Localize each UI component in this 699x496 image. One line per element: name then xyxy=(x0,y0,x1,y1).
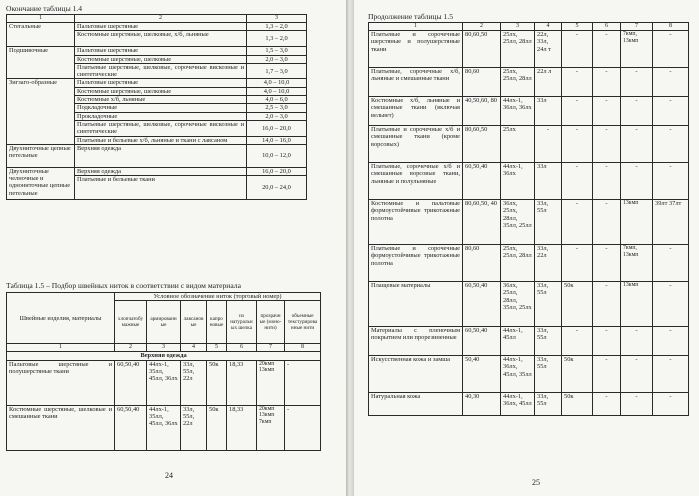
capron-cell: 50к xyxy=(207,405,227,450)
reinforced-cell: 44лх-1, 45лл xyxy=(501,327,535,356)
monofilament-cell: 7кмп, 13кмп xyxy=(621,245,653,282)
table-1-4-caption: Окончание таблицы 1.4 xyxy=(6,4,83,13)
colnum: 3 xyxy=(501,23,535,31)
reinforced-cell: 44лх-1, 36лх, 45лл xyxy=(501,393,535,416)
material-cell: Натуральная кожа xyxy=(369,393,463,416)
value-cell: 1,3 – 2,0 xyxy=(247,31,307,47)
reinforced-cell: 44лх-1, 35лл, 45лл, 36лх xyxy=(147,360,181,405)
fabric-cell: Платьевые шерстяные, шелковые, сорочечные вискозные и синтетические xyxy=(75,63,247,79)
fabric-cell: Пальтовые шерстяные xyxy=(75,47,247,55)
colnum: 3 xyxy=(247,15,307,23)
table-row xyxy=(369,393,689,416)
textured-cell: - xyxy=(653,282,689,327)
silk-cell: - xyxy=(593,97,621,126)
value-cell: 14,0 – 16,0 xyxy=(247,136,307,144)
cotton-cell: 80,60 xyxy=(463,245,501,282)
lavsan-cell: 33л, 22л xyxy=(535,245,562,282)
table-row xyxy=(7,405,321,450)
stitch-type-cell: Подшивочные xyxy=(7,47,75,79)
page-number: 24 xyxy=(165,471,173,480)
value-cell: 20,0 – 24,0 xyxy=(247,176,307,200)
material-cell: Плащевые материалы xyxy=(369,282,463,327)
material-cell: Платьевые и сорочечные х/б и смешанные ткани (кроме ворсовых) xyxy=(369,126,463,163)
capron-cell: - xyxy=(562,97,593,126)
lavsan-cell: 33л xyxy=(535,97,562,126)
colnum: 1 xyxy=(369,23,463,31)
table-row xyxy=(7,23,307,31)
material-cell: Пальтовые шерстяные и полушерстяные ткани xyxy=(7,360,115,405)
value-cell: 4,0 – 10,0 xyxy=(247,87,307,95)
lavsan-header: лавсановые xyxy=(181,301,207,344)
table-row xyxy=(369,200,689,245)
lavsan-cell: 22л, 33л, 24л т xyxy=(535,31,562,68)
monofilament-cell: 13кмп xyxy=(621,282,653,327)
textured-cell: - xyxy=(653,163,689,200)
fabric-cell: Пальтовые шерстяные xyxy=(75,79,247,87)
fabric-cell: Костюмные шерстяные, шелковые xyxy=(75,55,247,63)
capron-cell: 50к xyxy=(562,282,593,327)
capron-cell: - xyxy=(562,200,593,245)
lavsan-cell: 33л, 55л xyxy=(535,327,562,356)
table-1-5-colnum-row xyxy=(7,344,321,352)
left-page xyxy=(0,0,346,496)
capron-cell: 50к xyxy=(562,393,593,416)
colnum: 4 xyxy=(535,23,562,31)
reinforced-cell: 25лх, 25лл, 28лл xyxy=(501,68,535,97)
cotton-cell: 60,50,40 xyxy=(463,327,501,356)
table-row xyxy=(369,327,689,356)
colnum: 5 xyxy=(562,23,593,31)
silk-cell: - xyxy=(593,200,621,245)
monofilament-header: прозрачные (моно-нити) xyxy=(257,301,285,344)
capron-header: капроновые xyxy=(207,301,227,344)
monofilament-cell: - xyxy=(621,393,653,416)
table-1-4-colnum-row xyxy=(7,15,307,23)
textured-cell: - xyxy=(653,97,689,126)
lavsan-cell: 33л, 55л xyxy=(535,200,562,245)
lavsan-cell: - xyxy=(535,126,562,163)
table-row xyxy=(7,79,307,87)
cotton-cell: 80,60,50 xyxy=(463,126,501,163)
cotton-cell: 60,50,40 xyxy=(463,282,501,327)
colnum: 1 xyxy=(7,15,75,23)
silk-cell: - xyxy=(593,163,621,200)
material-cell: Материалы с пленочным покрытием или прорезиненные xyxy=(369,327,463,356)
silk-cell: - xyxy=(593,282,621,327)
table-row xyxy=(7,360,321,405)
lavsan-cell: 33л, 55л, 22л xyxy=(181,360,207,405)
colnum: 5 xyxy=(207,344,227,352)
fabric-cell: Верхняя одежда xyxy=(75,167,247,175)
silk-cell: 18,33 xyxy=(227,360,257,405)
colnum: 4 xyxy=(181,344,207,352)
material-cell: Платьевые, сорочечные х/б, льняные и смешанные ткани xyxy=(369,68,463,97)
fabric-cell: Платьевые шерстяные, шелковые, сорочечные вискозные и синтетические xyxy=(75,120,247,136)
silk-cell: - xyxy=(593,31,621,68)
reinforced-cell: 44лх-1, 36лх, 45лл, 35лл xyxy=(501,356,535,393)
colnum: 7 xyxy=(257,344,285,352)
silk-header: из натуральных шелка xyxy=(227,301,257,344)
silk-cell: - xyxy=(593,327,621,356)
material-cell: Платьевые и сорочечные формоустойчивые трикотажные полотна xyxy=(369,245,463,282)
monofilament-cell: - xyxy=(621,126,653,163)
table-1-5-continuation-caption: Продолжение таблицы 1.5 xyxy=(368,12,453,21)
cotton-header: хлопчатобумажные xyxy=(115,301,147,344)
reinforced-cell: 25лх xyxy=(501,126,535,163)
monofilament-cell: - xyxy=(621,356,653,393)
monofilament-cell: 13кмп xyxy=(621,200,653,245)
value-cell: 2,0 – 3,0 xyxy=(247,112,307,120)
material-cell: Платьевые, сорочечные х/б и смешанные ворсовые ткани, льняные и полульняные xyxy=(369,163,463,200)
lavsan-cell: 33л xyxy=(535,163,562,200)
colnum: 2 xyxy=(75,15,247,23)
value-cell: 1,3 – 2,0 xyxy=(247,23,307,31)
colnum: 2 xyxy=(115,344,147,352)
monofilament-cell: 20кмп 13кмп xyxy=(257,360,285,405)
value-cell: 4,0 – 6,0 xyxy=(247,96,307,104)
monofilament-cell: - xyxy=(621,163,653,200)
material-cell: Искусственная кожа и замша xyxy=(369,356,463,393)
monofilament-cell: 7кмп, 13кмп xyxy=(621,31,653,68)
cotton-cell: 40,30 xyxy=(463,393,501,416)
book-gutter xyxy=(346,0,354,496)
silk-cell: - xyxy=(593,68,621,97)
stitch-type-cell: Двухниточные цепные петельные xyxy=(7,144,75,167)
value-cell: 16,0 – 20,0 xyxy=(247,120,307,136)
table-row xyxy=(7,167,307,175)
table-row xyxy=(7,144,307,167)
capron-cell: - xyxy=(562,327,593,356)
cotton-cell: 60,50,40 xyxy=(115,405,147,450)
fabric-cell: Костюмные шерстяные, шелковые, х/б, льняные xyxy=(75,31,247,47)
silk-cell: - xyxy=(593,126,621,163)
capron-cell: - xyxy=(562,68,593,97)
cotton-cell: 40,50,60, 80 xyxy=(463,97,501,126)
lavsan-cell: 33л, 55л, 22л xyxy=(181,405,207,450)
colnum: 1 xyxy=(7,344,115,352)
capron-cell: - xyxy=(562,163,593,200)
silk-cell: - xyxy=(593,245,621,282)
table-1-5-header-row xyxy=(7,293,321,301)
fabric-cell: Пальтовые шерстяные xyxy=(75,23,247,31)
value-cell: 1,5 – 3,0 xyxy=(247,47,307,55)
reinforced-cell: 44лх-1, 35лл, 45лл, 36лх xyxy=(147,405,181,450)
colnum: 2 xyxy=(463,23,501,31)
fabric-cell: Платьевые и бельевые х/б, льняные и ткани с лавсаном xyxy=(75,136,247,144)
colnum: 6 xyxy=(227,344,257,352)
value-cell: 16,0 – 20,0 xyxy=(247,167,307,175)
cotton-cell: 60,50,40 xyxy=(115,360,147,405)
silk-cell: - xyxy=(593,356,621,393)
lavsan-cell: 33л, 55л xyxy=(535,356,562,393)
table-row xyxy=(369,126,689,163)
table-1-5-caption: Таблица 1.5 – Подбор швейных ниток в соответствии с видом материала xyxy=(6,281,241,290)
cotton-cell: 80,60,50, 40 xyxy=(463,200,501,245)
table-row xyxy=(369,356,689,393)
stitch-type-cell: Зигзаго-образные xyxy=(7,79,75,144)
section-row xyxy=(7,352,321,360)
textured-cell: 39лт 37лт xyxy=(653,200,689,245)
fabric-cell: Подкладочные xyxy=(75,104,247,112)
table-1-5-colnum-row xyxy=(369,23,689,31)
table-row xyxy=(369,97,689,126)
table-row xyxy=(369,68,689,97)
silk-cell: 18,33 xyxy=(227,405,257,450)
colnum: 8 xyxy=(653,23,689,31)
items-header: Швейные изделия, материалы xyxy=(7,293,115,344)
page-number: 25 xyxy=(532,478,540,487)
capron-cell: - xyxy=(562,31,593,68)
table-1-5-part1 xyxy=(6,292,321,451)
colnum: 3 xyxy=(147,344,181,352)
reinforced-header: армированные xyxy=(147,301,181,344)
material-cell: Костюмные шерстяные, шелковые и смешанные ткани xyxy=(7,405,115,450)
monofilament-cell: - xyxy=(621,68,653,97)
stitch-type-cell: Стегальные xyxy=(7,23,75,47)
silk-cell: - xyxy=(593,393,621,416)
reinforced-cell: 44лх-1, 36лх xyxy=(501,163,535,200)
reinforced-cell: 44лх-1, 36лл, 36лх xyxy=(501,97,535,126)
textured-cell: - xyxy=(653,356,689,393)
table-row xyxy=(7,47,307,55)
material-cell: Костюмные и пальтовые формоустойчивые трикотажные полотна xyxy=(369,200,463,245)
thread-group-header: Условное обозначение ниток (торговый номер) xyxy=(115,293,321,301)
capron-cell: 50к xyxy=(207,360,227,405)
reinforced-cell: 36лх, 25лл, 28лл, 35лл, 25лх xyxy=(501,282,535,327)
textured-cell: - xyxy=(653,393,689,416)
fabric-cell: Верхняя одежда xyxy=(75,144,247,167)
value-cell: 10,0 – 12,0 xyxy=(247,144,307,167)
cotton-cell: 80,60,50 xyxy=(463,31,501,68)
capron-cell: - xyxy=(562,126,593,163)
lavsan-cell: 33л, 55л xyxy=(535,282,562,327)
table-row xyxy=(369,31,689,68)
value-cell: 2,0 – 3,0 xyxy=(247,55,307,63)
right-page xyxy=(354,0,699,496)
table-1-4 xyxy=(6,14,307,200)
reinforced-cell: 36лх, 25лх, 28лл, 35лл, 25лл xyxy=(501,200,535,245)
textured-cell: - xyxy=(285,405,321,450)
fabric-cell: Платьевые и бельевые ткани xyxy=(75,176,247,200)
section-title: Верхняя одежда xyxy=(7,352,321,360)
value-cell: 4,0 – 10,0 xyxy=(247,79,307,87)
capron-cell: - xyxy=(562,245,593,282)
textured-header: объемные текстурированные нити xyxy=(285,301,321,344)
cotton-cell: 80,60 xyxy=(463,68,501,97)
monofilament-cell: 20кмп 13кмп 7кмп xyxy=(257,405,285,450)
monofilament-cell: - xyxy=(621,97,653,126)
fabric-cell: Костюмные шерстяные, шелковые xyxy=(75,87,247,95)
capron-cell: 50к xyxy=(562,356,593,393)
colnum: 8 xyxy=(285,344,321,352)
fabric-cell: Костюмные х/б, льняные xyxy=(75,96,247,104)
textured-cell: - xyxy=(653,68,689,97)
table-1-5-part2 xyxy=(368,22,689,416)
reinforced-cell: 25лх, 25лл, 28лл xyxy=(501,245,535,282)
colnum: 6 xyxy=(593,23,621,31)
stitch-type-cell: Двухниточные челночные и однониточные цепные петельные xyxy=(7,167,75,199)
textured-cell: - xyxy=(653,245,689,282)
value-cell: 2,5 – 3,0 xyxy=(247,104,307,112)
table-row xyxy=(369,282,689,327)
colnum: 7 xyxy=(621,23,653,31)
textured-cell: - xyxy=(285,360,321,405)
fabric-cell: Прокладочные xyxy=(75,112,247,120)
textured-cell: - xyxy=(653,31,689,68)
cotton-cell: 60,50,40 xyxy=(463,163,501,200)
reinforced-cell: 25лх, 25лл, 28лл xyxy=(501,31,535,68)
table-row xyxy=(369,245,689,282)
material-cell: Костюмные х/б, льняные и смешанные ткани (включая вельвет) xyxy=(369,97,463,126)
value-cell: 1,7 – 3,0 xyxy=(247,63,307,79)
lavsan-cell: 33л, 55л xyxy=(535,393,562,416)
table-row xyxy=(369,163,689,200)
textured-cell: - xyxy=(653,126,689,163)
monofilament-cell: - xyxy=(621,327,653,356)
cotton-cell: 50,40 xyxy=(463,356,501,393)
textured-cell: - xyxy=(653,327,689,356)
lavsan-cell: 22л л xyxy=(535,68,562,97)
material-cell: Платьевые и сорочечные шерстяные и полушерстяные ткани xyxy=(369,31,463,68)
